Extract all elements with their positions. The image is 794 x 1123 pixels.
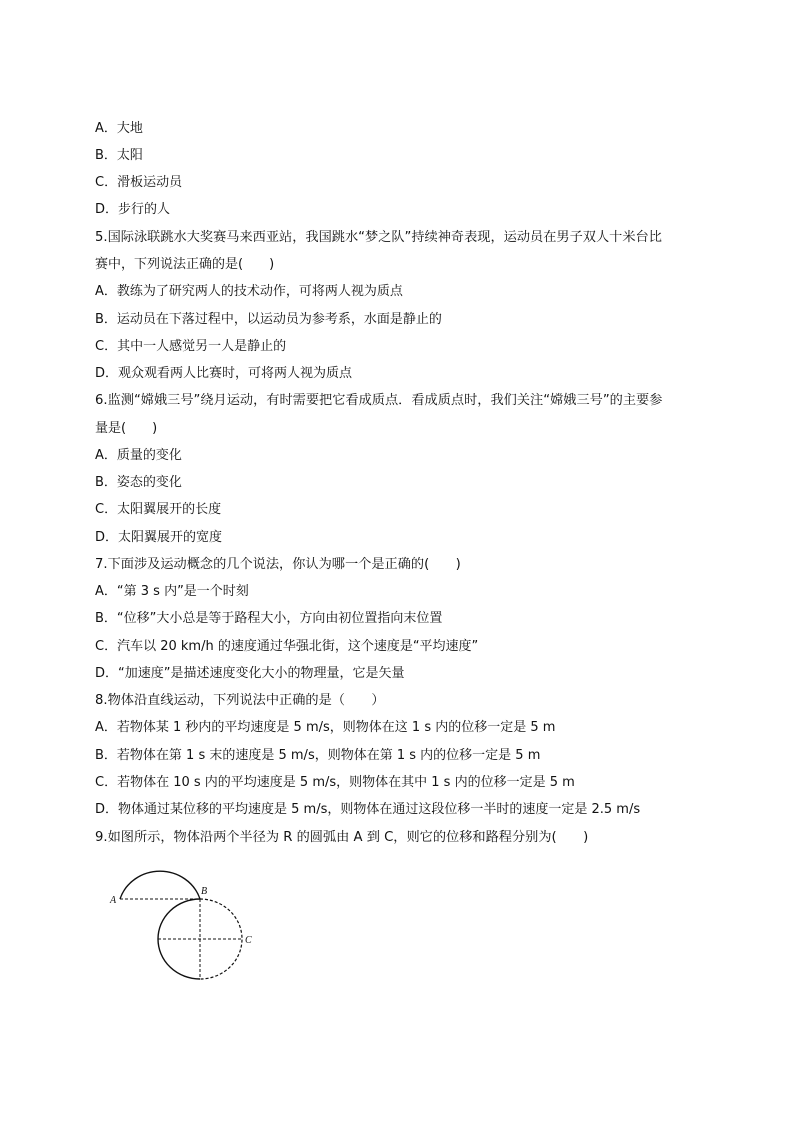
option-d: D．“加速度”是描述速度变化大小的物理量，它是矢量 [95, 666, 405, 681]
option-b: B．太阳 [95, 148, 143, 163]
option-c: C．若物体在 10 s 内的平均速度是 5 m/s，则物体在其中 1 s 内的位移一定是 5 m [95, 775, 575, 790]
option-a: A．教练为了研究两人的技术动作，可将两人视为质点 [95, 284, 403, 299]
upper-arc [120, 871, 200, 899]
question-5-stem-cont: 赛中，下列说法正确的是( ) [95, 257, 275, 272]
question-8-stem: 8.物体沿直线运动，下列说法中正确的是（ ） [95, 693, 385, 708]
option-c: C．滑板运动员 [95, 175, 183, 190]
option-b: B．若物体在第 1 s 末的速度是 5 m/s，则物体在第 1 s 内的位移一定是 5 m [95, 748, 541, 763]
option-a: A．若物体某 1 秒内的平均速度是 5 m/s，则物体在这 1 s 内的位移一定是 5 m [95, 720, 556, 735]
option-d: D．物体通过某位移的平均速度是 5 m/s，则物体在通过这段位移一半时的速度一定是 2.5 m/s [95, 802, 641, 817]
option-b: B．姿态的变化 [95, 475, 182, 490]
option-b: B．“位移”大小总是等于路程大小，方向由初位置指向末位置 [95, 611, 443, 626]
option-a: A．大地 [95, 121, 143, 136]
question-9-stem: 9.如图所示，物体沿两个半径为 R 的圆弧由 A 到 C，则它的位移和路程分别为( ) [95, 830, 589, 845]
option-d: D．步行的人 [95, 202, 171, 217]
option-b: B．运动员在下落过程中，以运动员为参考系，水面是静止的 [95, 312, 442, 327]
label-b: B [201, 886, 208, 897]
option-a: A．质量的变化 [95, 448, 182, 463]
question-5-stem: 5.国际泳联跳水大奖赛马来西亚站，我国跳水“梦之队”持续神奇表现，运动员在男子双人十米台比 [95, 230, 662, 245]
label-a: A [110, 895, 117, 906]
question-6-stem-cont: 量是( ) [95, 421, 158, 436]
option-c: C．其中一人感觉另一人是静止的 [95, 339, 287, 354]
option-c: C．太阳翼展开的长度 [95, 502, 222, 517]
option-c: C．汽车以 20 km/h 的速度通过华强北街，这个速度是“平均速度” [95, 639, 479, 654]
label-c: C [245, 935, 252, 946]
option-d: D．太阳翼展开的宽度 [95, 530, 223, 545]
question-7-stem: 7.下面涉及运动概念的几个说法，你认为哪一个是正确的( ) [95, 557, 461, 572]
question-6-stem: 6.监测“嫦娥三号”绕月运动，有时需要把它看成质点．看成质点时，我们关注“嫦娥三号”的主要参 [95, 393, 663, 408]
option-d: D．观众观看两人比赛时，可将两人视为质点 [95, 366, 353, 381]
arc-path-figure [108, 858, 258, 986]
option-a: A．“第 3 s 内”是一个时刻 [95, 584, 249, 599]
